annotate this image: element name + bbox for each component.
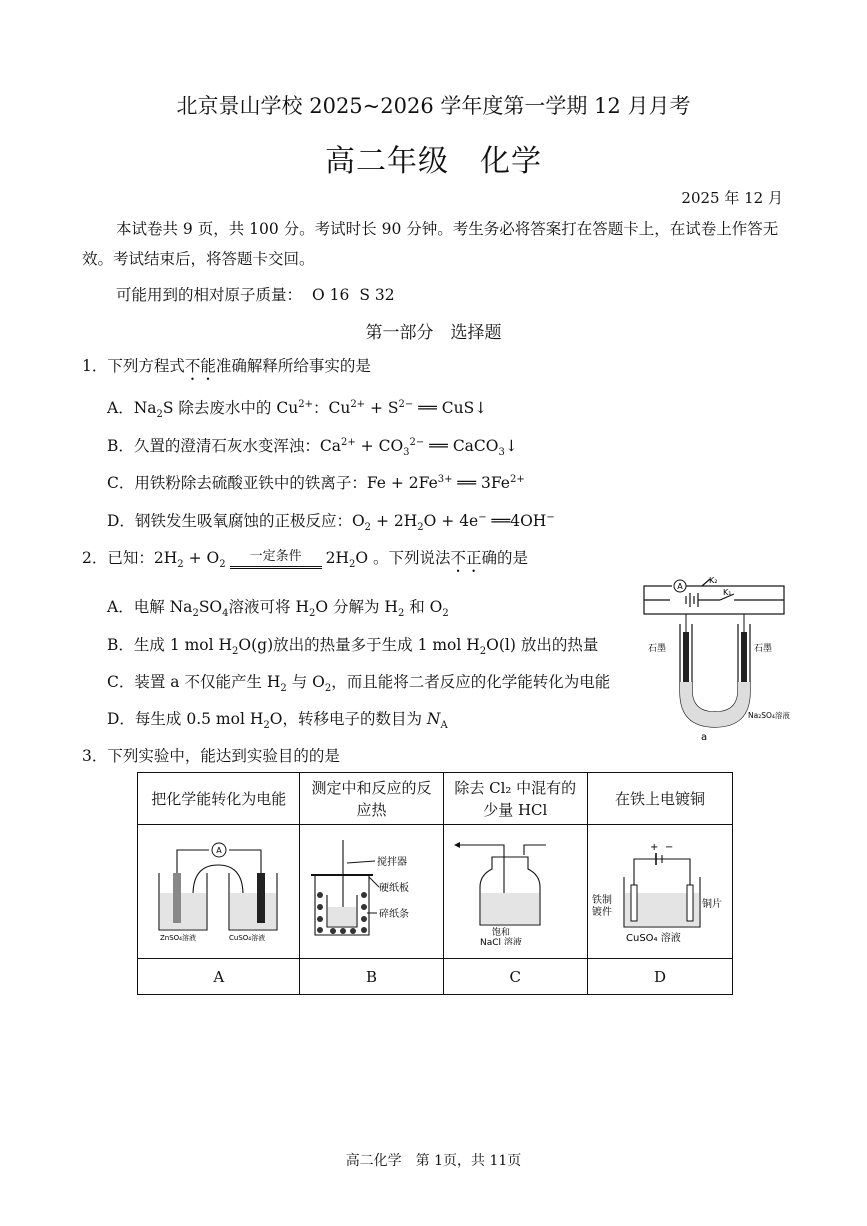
solution-label: Na₂SO₄溶液 [748,711,790,720]
ammeter-label: A [677,582,683,591]
grade-subject-title: 高二年级 化学 [325,144,542,179]
q2-option-d: D．每生成 0.5 mol $H_2O$，转移电子的数目为 $N_A$ [107,710,448,732]
paper-scraps-label: 碎纸条 [378,908,409,920]
svg-text:−: − [664,841,674,853]
answer-a: A [138,959,300,995]
svg-text:A: A [215,845,222,855]
q1-option-c: C．用铁粉除去硫酸亚铁中的铁离子：$Fe + 2Fe^{3+}$ ══ $3Fe^{2+}$ [107,473,525,492]
copper-sulfate-solution-label: CuSO₄ 溶液 [625,932,681,944]
figure-c-cell [443,825,587,959]
q1-option-a: A．$Na_2S$ 除去废水中的 $Cu^{2+}$：$Cu^{2+} + S^{2-}$ ══ CuS↓ [107,398,488,421]
header-d: 在铁上电镀铜 [587,773,732,825]
atomic-mass-s: S 32 [359,286,395,304]
atomic-mass-label: 可能用到的相对原子质量： [116,286,303,304]
zinc-sulfate-label: ZnSO₄溶液 [159,933,196,942]
copper-sulfate-label: CuSO₄溶液 [228,933,265,942]
figure-d-cell [587,825,732,959]
galvanic-cell-diagram [149,835,289,945]
saturated-label: 饱和 [492,927,511,938]
header-b: 测定中和反应的反应热 [300,773,443,825]
answer-b: B [300,959,443,995]
part-one-title: 第一部分 选择题 [365,323,502,343]
stirrer-label: 搅拌器 [376,856,407,868]
copper-plate-label: 铜片 [701,898,722,910]
school-title: 北京景山学校 2025~2026 学年度第一学期 12 月月考 [176,94,691,118]
switch-k1-label: K₁ [723,588,732,597]
calorimeter-diagram [307,835,437,945]
electrolysis-apparatus-diagram [630,572,805,744]
q1-option-d: D．钢铁发生吸氧腐蚀的正极反应：$O_2 + 2H_2O + 4e^-$ ══4OH− [107,511,555,534]
electroplating-diagram [590,835,730,945]
iron-object-label-1: 铁制 [591,894,612,906]
left-graphite-label: 石墨 [648,644,667,654]
exam-date: 2025 年 12 月 [681,189,783,207]
figure-a-cell [138,825,300,959]
question-1-stem: 1．下列方程式不能准确解释所给事实的是 [82,357,371,375]
iron-object-label-2: 镀件 [591,906,612,918]
q1-option-b: B．久置的澄清石灰水变浑浊：$Ca^{2+} + CO_3^{2-}$ ══ CaCO$_3$↓ [107,436,518,459]
gas-washing-bottle-diagram [450,835,580,945]
right-graphite-label: 石墨 [754,644,773,654]
page-footer: 高二化学 第 1页，共 11页 [345,1153,522,1169]
answer-d: D [587,959,732,995]
nacl-solution-label: NaCl 溶液 [480,937,523,945]
atomic-mass-o: O 16 [312,286,350,304]
question-3-stem: 3．下列实验中，能达到实验目的的是 [82,747,340,765]
svg-text:+: + [649,841,659,853]
header-c: 除去 Cl₂ 中混有的少量 HCl [443,773,587,825]
reaction-condition: 一定条件 [230,549,322,569]
apparatus-a-label: a [701,732,708,743]
q2-option-b: B．生成 1 mol $H_2O(g)$放出的热量多于生成 1 mol $H_2O(l)$ 放出的热量 [107,636,599,658]
exam-instructions: 本试卷共 9 页，共 100 分。考试时长 90 分钟。考生务必将答案打在答题卡上，在试卷上作答无效。考试结束后，将答题卡交回。 [82,220,779,268]
header-a: 把化学能转化为电能 [138,773,300,825]
q2-option-c: C．装置 a 不仅能产生 $H_2$ 与 $O_2$，而且能将二者反应的化学能转化为电能 [107,673,611,695]
q2-option-a: A．电解 $Na_2SO_4$溶液可将 $H_2O$ 分解为 $H_2$ 和 $O_2$ [107,598,449,620]
answer-c: C [443,959,587,995]
switch-k2-label: K₂ [709,576,718,585]
cardboard-label: 硬纸板 [378,882,409,894]
experiment-table [137,772,733,995]
figure-b-cell [300,825,443,959]
question-2-stem: 2．已知：$2H_2 + O_2$ 一定条件 $2H_2O$ 。下列说法不正确的是 [82,549,529,571]
atomic-mass-line [116,283,395,305]
